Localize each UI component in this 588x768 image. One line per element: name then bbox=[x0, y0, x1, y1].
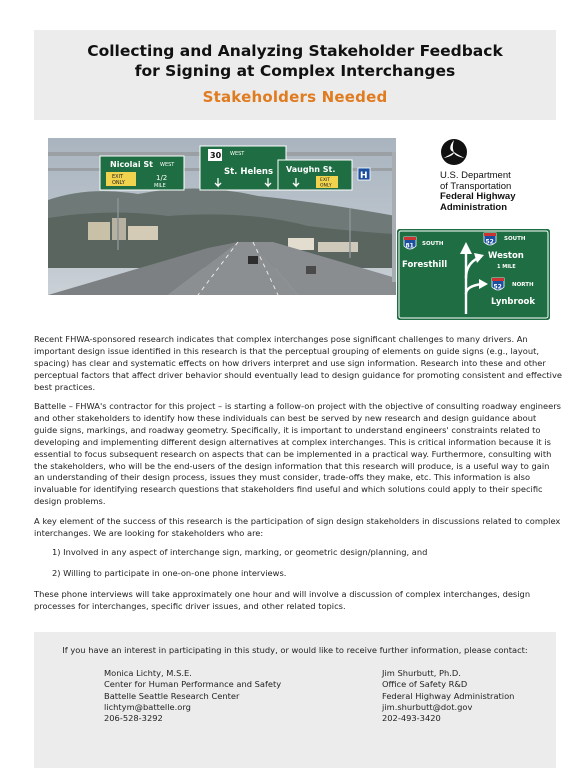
title-line-1: Collecting and Analyzing Stakeholder Feedback bbox=[87, 42, 503, 60]
route2-dest: Weston bbox=[488, 251, 524, 261]
sign1-frac: 1/2 bbox=[156, 174, 168, 182]
route3-number: 52 bbox=[493, 283, 502, 291]
contact-2-name: Jim Shurbutt, Ph.D. bbox=[382, 668, 461, 678]
sign2-dir: WEST bbox=[230, 151, 245, 157]
list-item-2: 2) Willing to participate in one-on-one phone interviews. bbox=[52, 567, 287, 578]
contact-1-phone: 206-528-3292 bbox=[104, 713, 163, 724]
contact-panel bbox=[34, 632, 556, 768]
paragraph-4: These phone interviews will take approximately one hour and will involve a discussion of complex interchanges, design processes for interchanges, specific driver issues, and other related topics. bbox=[34, 588, 531, 611]
sign1-exit: EXIT bbox=[112, 174, 124, 180]
sign1-name: Nicolai St bbox=[110, 160, 153, 169]
usdot-logo bbox=[440, 138, 560, 218]
list-item-1: 1) Involved in any aspect of interchange sign, marking, or geometric design/planning, and bbox=[52, 547, 428, 557]
paragraph-3: A key element of the success of this research is the participation of sign design stakeholders in discussions related to complex interchanges. We are looking for stakeholders who are: bbox=[34, 515, 561, 538]
contact-1-name: Monica Lichty, M.S.E. bbox=[104, 668, 192, 678]
usdot-line3: Federal Highway bbox=[440, 191, 516, 202]
route1-dir: SOUTH bbox=[422, 241, 444, 247]
paragraph-2: Battelle – FHWA's contractor for this project – is starting a follow-on project with the objective of consulting roadway engineers and other stakeholders to identify how these individuals can best be served by new research and design guidance about guide signs, markings, and roadway geometry. Specifically, it is important to understand engineers' constraints related to developing and implementing different design alternatives at complex interchanges. This is critical information because it is essential to focus subsequent research on aspects that can be implemented in a practical way. Furthermore, consulting with the stakeholders, who will be the end-users of the design information that this research will produce, is a useful way to gain an understanding of their design process, issues they must consider, trade-offs they make, etc. This information is also invaluable for identifying research questions that stakeholders find useful and which solutions could apply to their specific design problems. bbox=[34, 401, 561, 507]
contact-intro: If you have an interest in participating in this study, or would like to receive further information, please contact: bbox=[62, 645, 528, 655]
guide-sign-graphic bbox=[396, 228, 551, 321]
route2-dir: SOUTH bbox=[504, 236, 526, 242]
route1-dest: Foresthill bbox=[402, 260, 448, 270]
contact-1-org1: Center for Human Performance and Safety bbox=[104, 679, 282, 690]
title-line-2: for Signing at Complex Interchanges bbox=[134, 62, 456, 80]
usdot-line2: of Transportation bbox=[440, 180, 512, 192]
sign1-dir: WEST bbox=[160, 162, 175, 168]
contact-2-phone: 202-493-3420 bbox=[382, 713, 441, 724]
route3-dest: Lynbrook bbox=[491, 297, 536, 307]
sign4-letter: H bbox=[360, 171, 368, 181]
paragraph-1: Recent FHWA-sponsored research indicates that complex interchanges pose significant challenges to many drivers. An important design issue identified in this research is that the perceptual grouping of elements on guide signs (e.g., layout, spacing) has clear and systematic effects on how drivers interpret and use sign information. Research into these and other perceptual factors that affect driver behavior should eventually lead to design guidance for promoting consistent and effective best practices. bbox=[34, 334, 562, 392]
sign2-route: 30 bbox=[210, 151, 222, 160]
sign3-only: ONLY bbox=[320, 183, 332, 189]
sign2-name: St. Helens bbox=[224, 167, 274, 177]
contact-2-org1: Office of Safety R&D bbox=[382, 679, 468, 690]
contact-1 bbox=[104, 668, 281, 724]
sign1-only: ONLY bbox=[112, 180, 125, 186]
contact-1-org2: Battelle Seattle Research Center bbox=[104, 690, 240, 701]
usdot-line4: Administration bbox=[440, 201, 508, 213]
usdot-line1: U.S. Department bbox=[440, 170, 511, 181]
route1-number: 81 bbox=[405, 242, 414, 250]
route2-number: 52 bbox=[485, 238, 494, 246]
subtitle: Stakeholders Needed bbox=[202, 88, 388, 106]
sign1-mile: MILE bbox=[154, 183, 166, 189]
contact-1-email[interactable]: lichtym@battelle.org bbox=[104, 701, 191, 712]
contact-2-org2: Federal Highway Administration bbox=[382, 690, 515, 701]
usdot-tri-star-icon bbox=[440, 138, 468, 166]
contact-2 bbox=[382, 668, 514, 724]
highway-photo bbox=[48, 138, 396, 295]
usdot-text bbox=[440, 171, 516, 213]
sign3-name: Vaughn St. bbox=[286, 165, 336, 174]
sign3-exit: EXIT bbox=[320, 178, 331, 183]
route3-dir: NORTH bbox=[512, 282, 534, 288]
header-banner bbox=[34, 30, 556, 120]
contact-2-email[interactable]: jim.shurbutt@dot.gov bbox=[382, 701, 473, 712]
route2-dist: 1 MILE bbox=[497, 264, 516, 270]
body-text bbox=[34, 334, 562, 620]
